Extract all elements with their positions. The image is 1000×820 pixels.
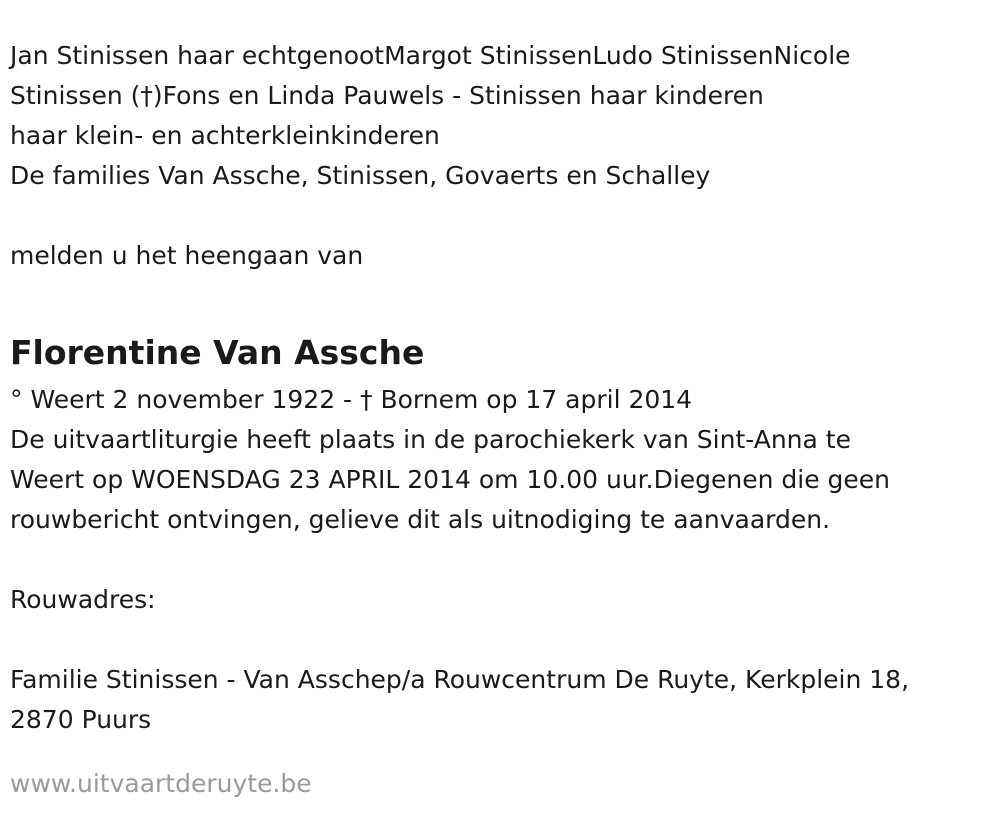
announcement: melden u het heengaan van (10, 241, 364, 270)
address-line-1: Familie Stinissen - Van Asschep/a Rouwcentrum De Ruyte, Kerkplein 18, (10, 665, 910, 694)
service-line-2: Weert op WOENSDAG 23 APRIL 2014 om 10.00 uur.Diegenen die geen (10, 465, 891, 494)
death-notice (10, 36, 985, 740)
address-label: Rouwadres: (10, 585, 156, 614)
birth-death-dates: ° Weert 2 november 1922 - † Bornem op 17 april 2014 (10, 385, 693, 414)
family-line-1: Jan Stinissen haar echtgenootMargot StinissenLudo StinissenNicole (10, 41, 851, 70)
address-line-2: 2870 Puurs (10, 705, 152, 734)
family-line-2: Stinissen (†)Fons en Linda Pauwels - Stinissen haar kinderen (10, 81, 764, 110)
family-line-4: De families Van Assche, Stinissen, Govaerts en Schalley (10, 161, 711, 190)
family-line-3: haar klein- en achterkleinkinderen (10, 121, 440, 150)
deceased-name: Florentine Van Assche (10, 333, 425, 372)
service-line-3: rouwbericht ontvingen, gelieve dit als uitnodiging te aanvaarden. (10, 505, 831, 534)
website-link[interactable]: www.uitvaartderuyte.be (10, 769, 312, 798)
service-line-1: De uitvaartliturgie heeft plaats in de parochiekerk van Sint-Anna te (10, 425, 851, 454)
